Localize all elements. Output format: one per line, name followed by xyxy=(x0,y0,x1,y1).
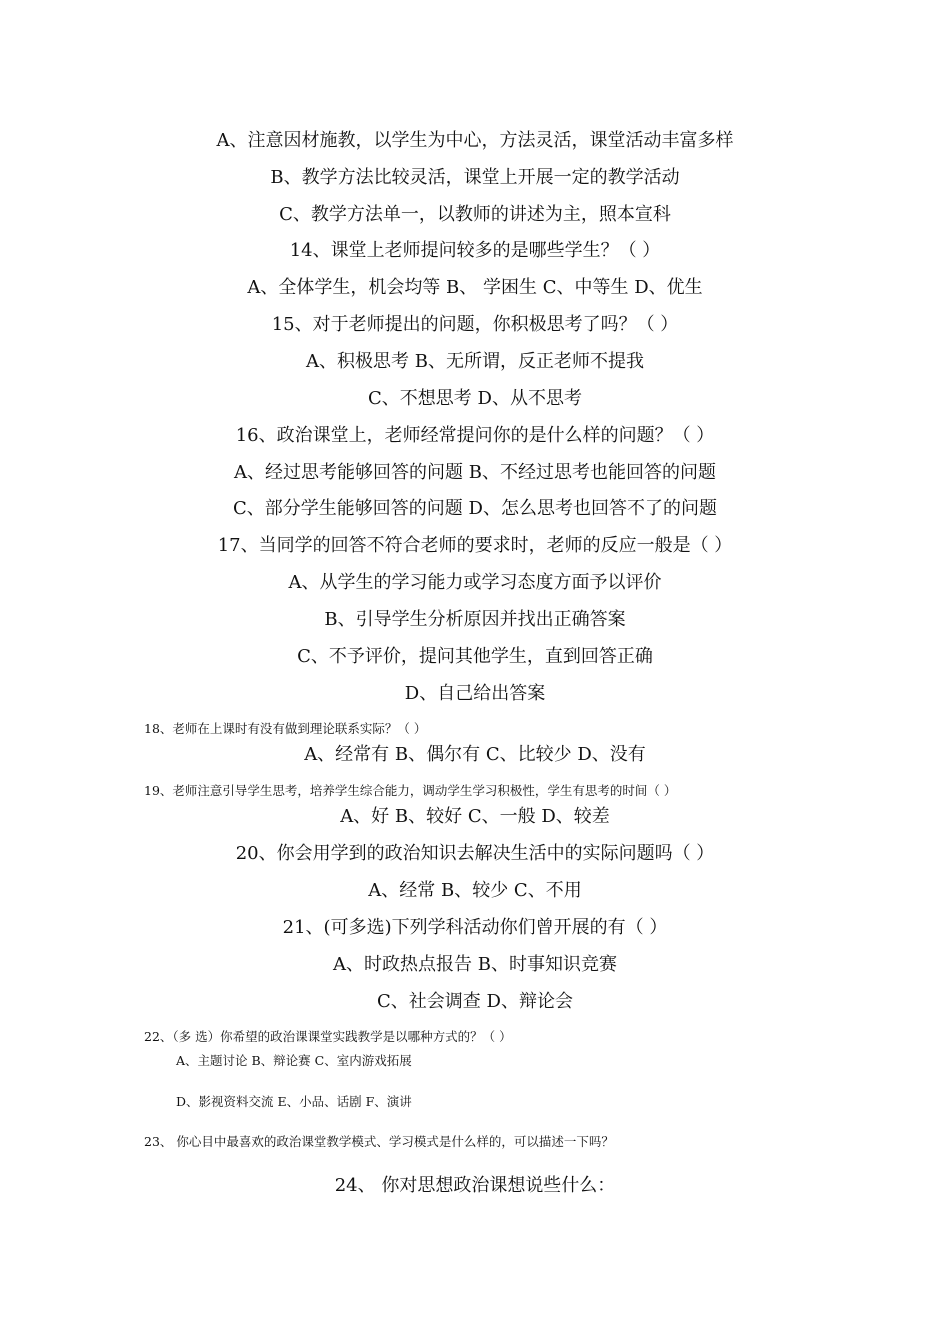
option-line: A、经常有 B、偶尔有 C、比较少 D、没有 xyxy=(304,744,646,765)
question-line: 24、 你对思想政治课想说些什么： xyxy=(334,1175,616,1196)
question-line: 20、你会用学到的政治知识去解决生活中的实际问题吗（ ） xyxy=(235,843,715,864)
question-line: 19、老师注意引导学生思考，培养学生综合能力，调动学生学习积极性，学生有思考的时间（ ） xyxy=(144,783,677,798)
question-line: 15、对于老师提出的问题，你积极思考了吗？（ ） xyxy=(271,314,679,335)
option-line: A、从学生的学习能力或学习态度方面予以评价 xyxy=(288,572,662,593)
option-line: D、自己给出答案 xyxy=(404,683,546,704)
option-line: A、全体学生，机会均等 B、 学困生 C、中等生 D、优生 xyxy=(247,277,703,298)
question-line: 14、课堂上老师提问较多的是哪些学生？（ ） xyxy=(289,240,661,261)
question-line: 21、(可多选)下列学科活动你们曾开展的有（ ） xyxy=(282,917,668,938)
option-line: C、部分学生能够回答的问题 D、怎么思考也回答不了的问题 xyxy=(233,498,717,519)
option-line: B、教学方法比较灵活，课堂上开展一定的教学活动 xyxy=(270,167,680,188)
question-line: 16、政治课堂上，老师经常提问你的是什么样的问题？（ ） xyxy=(235,425,715,446)
option-line: C、不予评价，提问其他学生，直到回答正确 xyxy=(297,646,653,667)
question-line: 23、 你心目中最喜欢的政治课堂教学模式、学习模式是什么样的，可以描述一下吗？ xyxy=(144,1134,614,1149)
option-line: A、好 B、较好 C、一般 D、较差 xyxy=(340,806,610,827)
option-line: A、时政热点报告 B、时事知识竞赛 xyxy=(333,954,617,975)
option-line: C、社会调查 D、辩论会 xyxy=(377,991,573,1012)
option-line: A、经过思考能够回答的问题 B、不经过思考也能回答的问题 xyxy=(234,462,716,483)
option-line: A、积极思考 B、无所谓，反正老师不提我 xyxy=(306,351,644,372)
question-line: 17、当同学的回答不符合老师的要求时，老师的反应一般是（ ） xyxy=(217,535,733,556)
option-line: D、影视资料交流 E、小品、话剧 F、演讲 xyxy=(176,1094,412,1109)
option-line: C、不想思考 D、从不思考 xyxy=(368,388,582,409)
option-line: A、注意因材施教，以学生为中心，方法灵活，课堂活动丰富多样 xyxy=(216,130,734,151)
question-line: 18、老师在上课时有没有做到理论联系实际？（ ） xyxy=(144,721,427,736)
option-line: C、教学方法单一，以教师的讲述为主，照本宣科 xyxy=(279,204,671,225)
option-line: A、经常 B、较少 C、不用 xyxy=(368,880,582,901)
option-line: A、主题讨论 B、辩论赛 C、室内游戏拓展 xyxy=(176,1053,412,1068)
question-line: 22、（多 选）你希望的政治课课堂实践教学是以哪种方式的？（ ） xyxy=(144,1029,512,1044)
option-line: B、引导学生分析原因并找出正确答案 xyxy=(324,609,626,630)
